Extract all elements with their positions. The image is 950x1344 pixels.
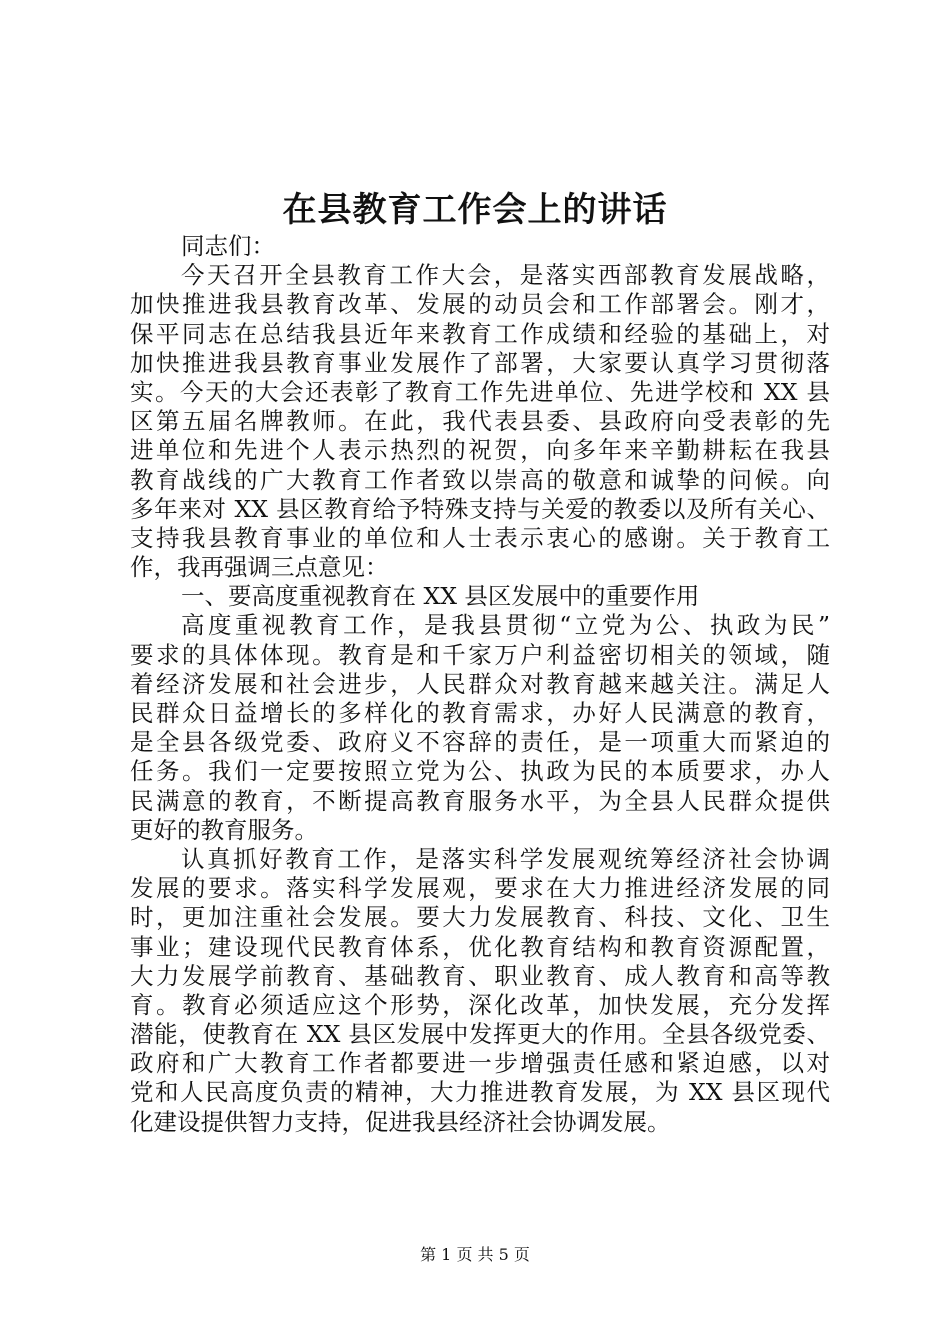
page-footer: 第 1 页 共 5 页: [420, 1245, 530, 1264]
text-line: 一、要高度重视教育在 XX 县区发展中的重要作用: [181, 582, 700, 611]
text-line: 支持我县教育事业的单位和人士表示衷心的感谢。关于教育工: [130, 523, 830, 552]
text-line: 民满意的教育，不断提高教育服务水平，为全县人民群众提供: [130, 786, 830, 815]
text-line: 多年来对 XX 县区教育给予特殊支持与关爱的教委以及所有关心、: [130, 494, 830, 523]
text-line: 教育战线的广大教育工作者致以崇高的敬意和诚挚的问候。向: [130, 465, 830, 494]
text-line: 大力发展学前教育、基础教育、职业教育、成人教育和高等教: [130, 961, 830, 990]
text-line: 实。今天的大会还表彰了教育工作先进单位、先进学校和 XX 县: [130, 377, 830, 406]
text-line: 加快推进我县教育改革、发展的动员会和工作部署会。刚才，: [130, 290, 830, 319]
document-title: 在县教育工作会上的讲话: [282, 190, 668, 230]
text-line: 政府和广大教育工作者都要进一步增强责任感和紧迫感，以对: [130, 1049, 830, 1078]
text-line: 要求的具体体现。教育是和千家万户利益密切相关的领域，随: [130, 640, 830, 669]
text-line: 高度重视教育工作，是我县贯彻“立党为公、执政为民”: [181, 611, 830, 640]
text-line: 进单位和先进个人表示热烈的祝贺，向多年来辛勤耕耘在我县: [130, 436, 830, 465]
text-line: 是全县各级党委、政府义不容辞的责任，是一项重大而紧迫的: [130, 728, 830, 757]
text-line: 民群众日益增长的多样化的教育需求，办好人民满意的教育，: [130, 699, 830, 727]
document-body: [130, 232, 830, 1137]
text-line: 加快推进我县教育事业发展作了部署，大家要认真学习贯彻落: [130, 348, 830, 377]
text-line: 时，更加注重社会发展。要大力发展教育、科技、文化、卫生: [130, 903, 830, 932]
text-line: 区第五届名牌教师。在此，我代表县委、县政府向受表彰的先: [130, 407, 830, 436]
text-line: 任务。我们一定要按照立党为公、执政为民的本质要求，办人: [130, 757, 830, 786]
text-line: 潜能，使教育在 XX 县区发展中发挥更大的作用。全县各级党委、: [130, 1020, 830, 1049]
text-line: 党和人民高度负责的精神，大力推进教育发展，为 XX 县区现代: [130, 1078, 830, 1107]
text-line: 化建设提供智力支持，促进我县经济社会协调发展。: [130, 1107, 671, 1136]
text-line: 同志们：: [181, 232, 275, 260]
text-line: 作，我再强调三点意见：: [130, 553, 389, 582]
text-line: 育。教育必须适应这个形势，深化改革，加快发展，充分发挥: [130, 990, 830, 1019]
text-line: 今天召开全县教育工作大会，是落实西部教育发展战略，: [181, 261, 830, 290]
text-line: 事业；建设现代民教育体系，优化教育结构和教育资源配置，: [130, 932, 830, 961]
text-line: 更好的教育服务。: [130, 815, 318, 844]
text-line: 认真抓好教育工作，是落实科学发展观统筹经济社会协调: [181, 844, 830, 873]
text-line: 发展的要求。落实科学发展观，要求在大力推进经济发展的同: [130, 874, 830, 903]
text-line: 着经济发展和社会进步，人民群众对教育越来越关注。满足人: [130, 669, 830, 698]
text-line: 保平同志在总结我县近年来教育工作成绩和经验的基础上，对: [130, 319, 830, 348]
